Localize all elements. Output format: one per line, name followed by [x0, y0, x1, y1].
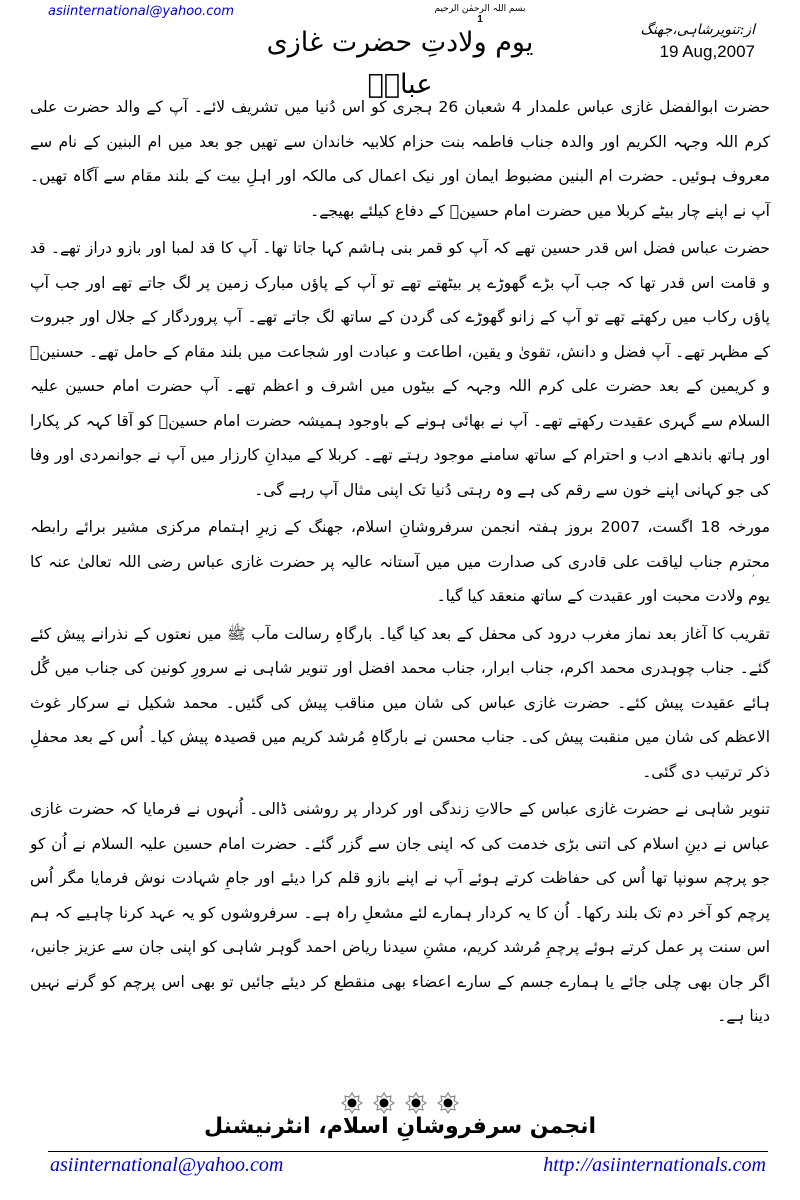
- footer-website-link[interactable]: http://asiinternationals.com: [543, 1154, 766, 1176]
- bismillah-heading: بسم اللہ الرحمٰن الرحیم: [434, 4, 526, 14]
- article-date: 19 Aug,2007: [659, 42, 755, 61]
- author-byline: از:تنویرشاہی،جھنگ: [640, 22, 755, 38]
- article-body: [30, 90, 770, 1034]
- footer-divider: [48, 1151, 768, 1152]
- page-number: 1: [477, 14, 483, 25]
- footer-email-link[interactable]: asiinternational@yahoo.com: [50, 1154, 284, 1176]
- paragraph-qualities: حضرت عباس فضل اس قدر حسین تھے کہ آپ کو قمر بنی ہاشم کہا جاتا تھا۔ آپ کا قد لمبا اور بازو دراز تھے۔ قد و قامت اس قدر تھا کہ جب آپ بڑے گھوڑے پر بیٹھتے تھے تو آپ کے پاؤں مبارک زمین پر لگ جاتے تھے اور جب آپ پاؤں رکاب میں رکھتے تھے تو آپ کے زانو گھوڑے کی گردن کے ساتھ لگ جاتے تھے۔ آپ پروردگار کے جلال اور جبروت کے مظہر تھے۔ آپ فضل و دانش، تقویٰ و یقین، اطاعت و عبادت اور شجاعت میں بلند مقام کے حامل تھے۔ حسنینؑ و کریمین کے بعد حضرت علی کرم اللہ وجہہ کے بیٹوں میں اشرف و اعظم تھے۔ آپ حضرت امام حسین علیہ السلام سے گہری عقیدت رکھتے تھے۔ آپ نے بھائی ہونے کے باوجود ہمیشہ حضرت امام حسینؑ کو آقا کہہ کر پکارا اور ہاتھ باندھے ادب و احترام کے ساتھ سامنے موجود رہتے تھے۔ کربلا کے میدانِ کارزار میں آپ نے جوانمردی اور وفا کی جو کہانی اپنے خون سے رقم کی ہے وہ رہتی دُنیا تک اپنی مثال آپ رہے گی۔: [30, 239, 771, 499]
- header-email-link[interactable]: asiinternational@yahoo.com: [48, 4, 235, 19]
- paragraph-event: مورخہ 18 اگست، 2007 بروز ہفتہ انجمن سرفروشانِ اسلام، جھنگ کے زیرِ اہتمام مرکزی مشیر برائے رابطہ محترم جناب لیاقت علی قادری کی صدارت میں میں آستانہ عالیہ پر حضرت غازی عباس رضی اللہ تعالیٰ عنہ کا یوم ولادت محبت اور عقیدت کے ساتھ منعقد کیا گیا۔: [30, 518, 771, 605]
- organization-name: انجمن سرفروشانِ اسلام، انٹرنیشنل: [203, 1114, 596, 1139]
- paragraph-speech: تنویر شاہی نے حضرت غازی عباس کے حالاتِ زندگی اور کردار پر روشنی ڈالی۔ اُنہوں نے فرمایا کہ حضرت غازی عباس نے دینِ اسلام کی اتنی بڑی خدمت کی کہ اپنی جان سے گزر گئے۔ حضرت امام حسین علیہ السلام نے اُن کو جو پرچم سونپا تھا اُس کی حفاظت کرتے ہوئے آپ نے اپنے بازو قلم کرا دیئے اور جامِ شہادت نوش فرمایا مگر اُس پرچم کو آخر دم تک بلند رکھا۔ اُن کا یہ کردار ہمارے لئے مشعلِ راہ ہے۔ سرفروشوں کو یہ عہد کرنا چاہیے کہ ہم اس سنت پر عمل کرتے ہوئے پرچمِ مُرشد کریم، مشنِ سیدنا ریاض احمد گوہر شاہی کو اپنی جان سے عزیز جانیں، اگر جان بھی چلی جائے یا ہمارے جسم کے سارے اعضاء بھی منقطع کر دیئے جائیں تو بھی اس پرچم کو گرنے نہیں دینا ہے۔: [30, 800, 770, 1025]
- paragraph-ceremony: تقریب کا آغاز بعد نماز مغرب درود کی محفل کے بعد کیا گیا۔ بارگاہِ رسالت مآب ﷺ میں نعتوں کے نذرانے پیش کئے گئے۔ جناب چوہدری محمد اکرم، جناب ابرار، جناب محمد افضل اور تنویر شاہی نے سرورِ کونین کی جناب میں گُل ہائے عقیدت پیش کئے۔ حضرت غازی عباس کی شان میں مناقب پیش کی گئیں۔ محمد شکیل نے سرکار غوث الاعظم کی شان میں منقبت پیش کی۔ جناب محسن نے بارگاہِ مُرشد کریم میں قصیدہ پیش کیا۔ اُس کے بعد محفلِ ذکر ترتیب دی گئی۔: [30, 624, 770, 781]
- paragraph-birth: حضرت ابوالفضل غازی عباس علمدار 4 شعبان 26 ہجری کو اس دُنیا میں تشریف لائے۔ آپ کے والد حضرت علی کرم اللہ وجہہ الکریم اور والدہ جناب فاطمہ بنت حزام کلابیہ خاندان سے تھیں جو بعد میں ام البنین کے نام سے معروف ہوئیں۔ حضرت ام البنین مضبوط ایمان اور نیک اعمال کی مالکہ اور اہلِ بیت کے بلند مقام سے آگاہ تھیں۔ آپ نے اپنے چار بیٹے کربلا میں حضرت امام حسینؑ کے دفاع کیلئے بھیجے۔: [30, 98, 771, 220]
- article-title: یوم ولادتِ حضرت غازی عباسؑ: [266, 27, 534, 100]
